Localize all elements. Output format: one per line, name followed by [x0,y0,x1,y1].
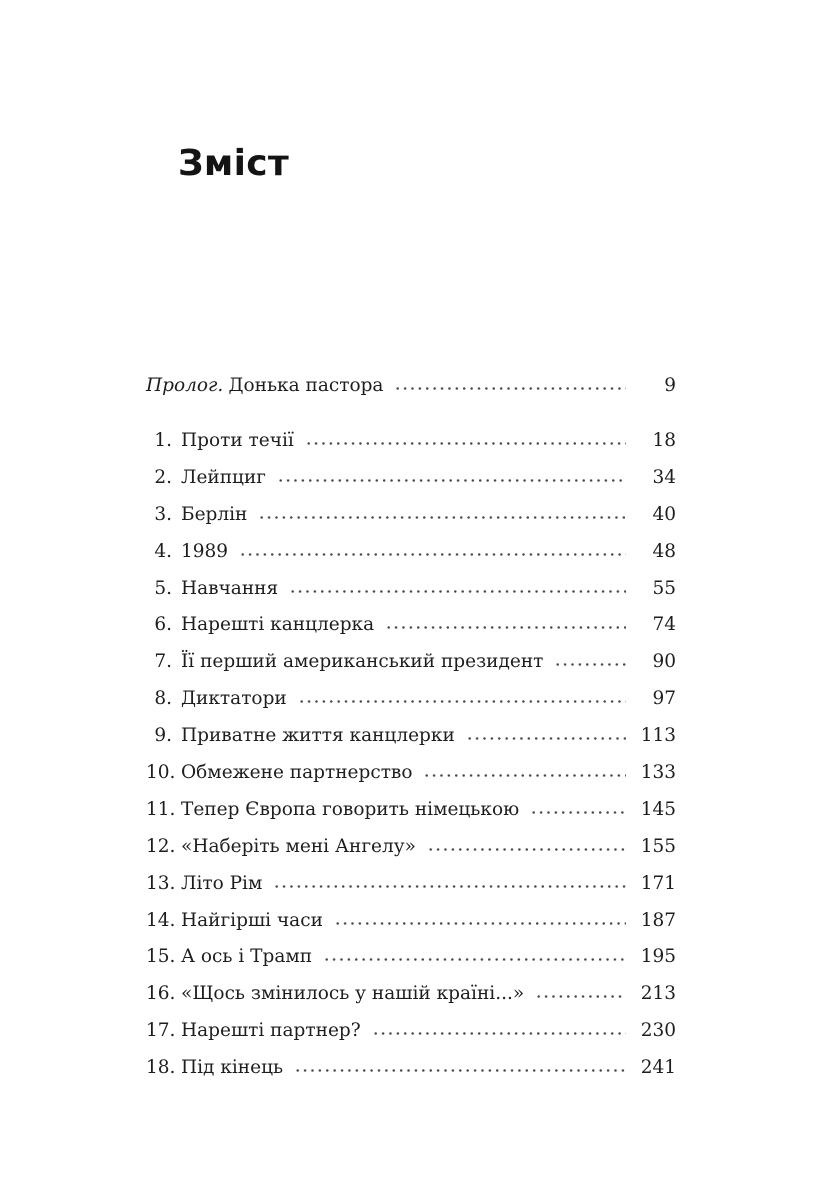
dotted-leader [289,589,626,594]
page-number: 97 [652,688,676,710]
dotted-leader [294,1068,626,1073]
dotted-leader [323,957,626,962]
chapter-title: 1989 [181,540,229,562]
dotted-leader [466,736,626,741]
dotted-leader [273,884,626,889]
chapter-number: 7. [154,651,172,673]
toc-entry [146,690,676,709]
page-number: 133 [640,762,676,784]
dotted-leader [258,515,626,520]
dotted-leader [305,441,626,446]
dotted-leader [427,847,626,852]
chapter-number: 3. [154,503,172,525]
chapter-title: Під кінець [181,1057,284,1079]
toc-entry [146,432,676,451]
chapter-title: Проти течії [181,430,294,451]
chapter-title: Нарешті партнер? [181,1020,361,1042]
chapter-title: Її перший американський президент [181,651,544,673]
chapter-list [146,432,676,1078]
chapter-number: 13. [146,872,176,894]
chapter-title: Тепер Європа говорить німецькою [181,798,520,820]
toc-entry [146,909,676,931]
page-number: 155 [640,835,676,857]
toc-entry [146,985,676,1004]
chapter-title: Приватне життя канцлерки [181,725,455,747]
dotted-leader [239,552,626,557]
toc-entry [146,764,676,783]
chapter-title: Найгірші часи [181,909,323,931]
toc-entry [146,727,676,746]
page-title: Зміст [178,143,290,185]
chapter-title: Берлін [181,503,248,525]
chapter-title: Літо Рім [181,872,263,894]
toc-entry [146,653,676,672]
chapter-title: Лейпциг [181,466,266,488]
page-number: 9 [664,375,676,396]
chapter-number: 8. [154,688,172,710]
toc-entry [146,503,676,525]
page-number: 18 [652,430,676,451]
chapter-number: 11. [146,798,176,820]
chapter-number: 10. [146,762,176,784]
chapter-title: А ось і Трамп [181,946,313,968]
page-number: 74 [652,614,676,636]
chapter-number: 5. [154,577,172,599]
chapter-number: 12. [146,835,176,857]
page-number: 34 [652,466,676,488]
chapter-number: 2. [154,466,172,488]
chapter-number: 16. [146,983,176,1005]
page-number: 213 [640,983,676,1005]
chapter-title: «Щось змінилось у нашій країні...» [181,983,525,1005]
prologue-label-text: Донька пастора [228,375,384,396]
toc-entry [146,577,676,599]
chapter-title: «Наберіть мені Ангелу» [181,835,416,857]
toc-entry [146,540,676,562]
dotted-leader [394,386,626,391]
dotted-leader [277,478,626,483]
page-number: 195 [640,946,676,968]
dotted-leader [298,699,626,704]
page-number: 241 [640,1057,676,1079]
chapter-title: Навчання [181,577,279,599]
chapter-title: Нарешті канцлерка [181,614,375,636]
toc-entry [146,616,676,635]
toc-entry [146,466,676,488]
page-number: 113 [640,725,676,747]
page-number: 145 [640,798,676,820]
toc-entry [146,835,676,857]
chapter-number: 6. [154,614,172,636]
chapter-number: 9. [154,725,172,747]
toc-entry [146,1022,676,1041]
chapter-title: Диктатори [181,688,287,710]
prologue-label [146,377,383,396]
dotted-leader [334,921,626,926]
chapter-number: 14. [146,909,176,931]
page-number: 171 [640,872,676,894]
toc-entry [146,798,676,820]
chapter-number: 1. [154,430,172,451]
page-number: 48 [652,540,676,562]
toc-entry [146,1059,676,1078]
prologue-label-italic: Пролог. [146,375,224,396]
toc-entry [146,872,676,894]
dotted-leader [554,662,626,667]
dotted-leader [385,625,626,630]
toc-entry [146,948,676,967]
page-number: 187 [640,909,676,931]
chapter-number: 17. [146,1020,176,1042]
chapter-number: 15. [146,946,176,968]
chapter-title: Обмежене партнерство [181,762,413,784]
dotted-leader [535,994,626,999]
dotted-leader [423,773,626,778]
chapter-number: 4. [154,540,172,562]
chapter-number: 18. [146,1057,176,1079]
page-number: 230 [640,1020,676,1042]
dotted-leader [530,810,626,815]
page-number: 55 [652,577,676,599]
dotted-leader [372,1031,626,1036]
table-of-contents [146,377,676,1096]
page-number: 40 [652,503,676,525]
prologue-entry [146,377,676,396]
page-number: 90 [652,651,676,673]
